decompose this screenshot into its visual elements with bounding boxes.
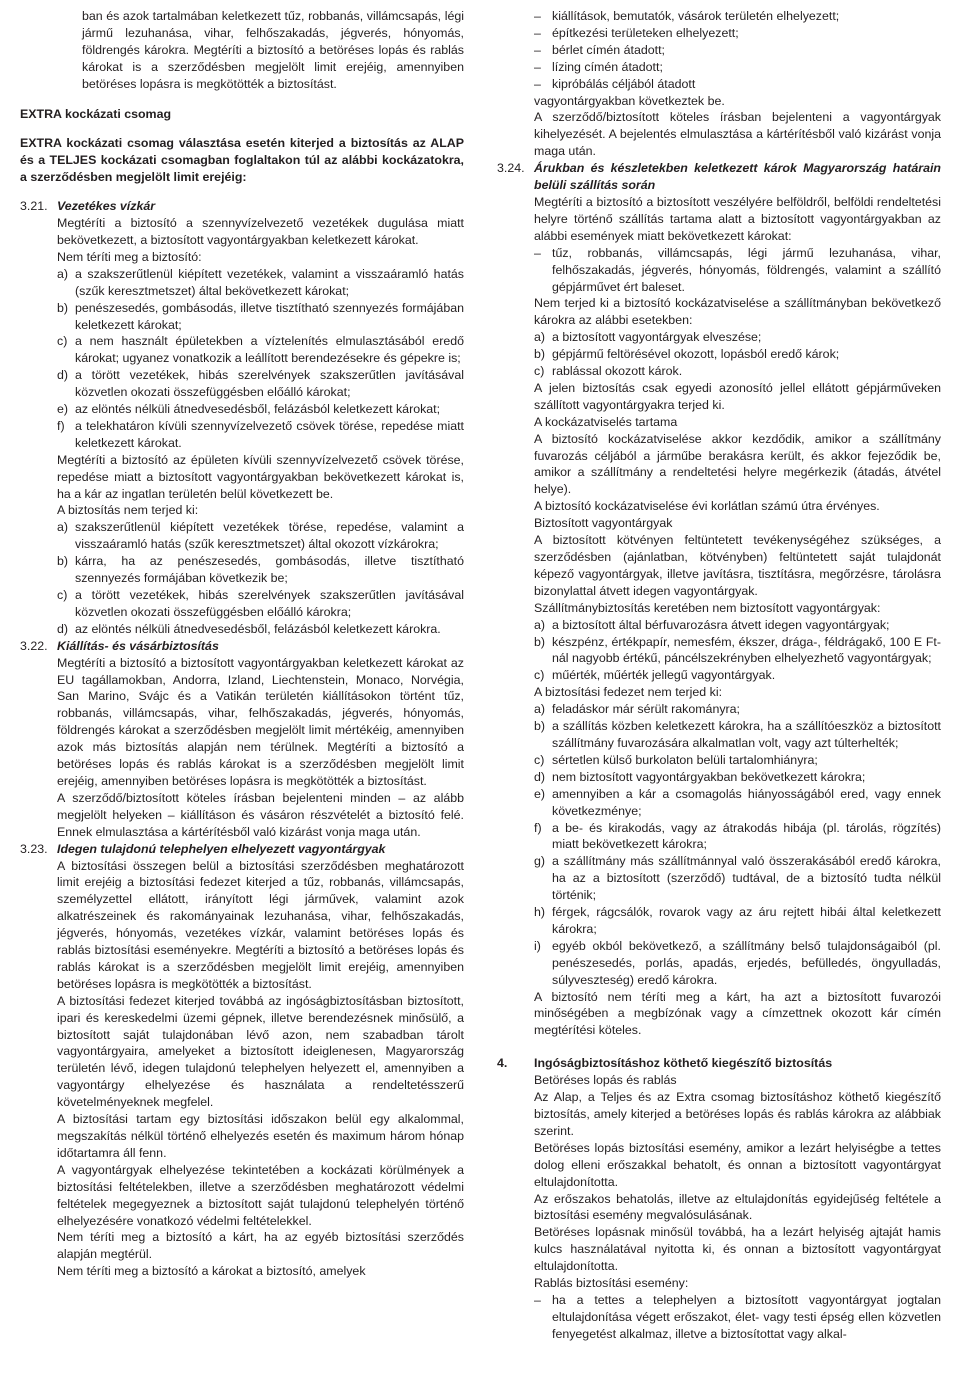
list-item: d) nem biztosított vagyontárgyakban bekövetkezett károkra; [534, 769, 866, 784]
list-item: a) szakszerűtlenül kiépített vezetékek törése, repedése, valamint a visszaáramló hatás (szűk keresztmetszet) által okozott vízkárokra; [57, 520, 464, 552]
list-item: f) a telekhatáron kívüli szennyvízelvezető csövek törése, repedése miatt keletkezett károkat. [57, 418, 464, 450]
section-3-24-body [497, 684, 941, 701]
list-item: a) a biztosított vagyontárgyak elveszése; [534, 330, 762, 345]
paragraph: A kockázatviselés tartama [534, 414, 678, 429]
section-title: Árukban és készletekben keletkezett károk Magyarország határain belüli szállítás során [534, 161, 941, 193]
list-item: c) műérték, műérték jellegű vagyontárgyak. [534, 668, 776, 683]
list-item: i) egyéb okból bekövetkező, a szállítmány belső tulajdonságaiból (pl. penészesedés, porlás, apadás, erjedés, befülledés, öngyulladás, súlyveszteség) eredő károkra. [534, 938, 941, 987]
paragraph: Az Alap, a Teljes és az Extra csomag biztosításhoz köthető kiegészítő biztosítás, amely kiterjed a betöréses lopás és rablás károkra az alábbiak szerint. [534, 1090, 941, 1138]
paragraph: A biztosítási fedezet nem terjed ki: [534, 685, 723, 700]
list-item: – építkezési területeken elhelyezett; [534, 25, 739, 40]
paragraph: Megtéríti a biztosító a biztosított veszélyére belföldről, belföldi rendeltetési helyre történő szállítás tartama alatt a biztosított vagyontárgyakban az alábbi események miatt bekövetkezett károkat: [534, 194, 941, 243]
paragraph: A szerződő/biztosított köteles írásban bejelenteni a vagyontárgyak kihelyezését. A bejelentés elmulasztása a kártérítésből való kizárást vonja maga után. [534, 110, 941, 159]
list-item: f) a be- és kirakodás, vagy az átrakodás hibája (pl. tárolás, rögzítés) miatt bekövetkezett károkra; [534, 820, 941, 852]
paragraph: Biztosított vagyontárgyak [534, 516, 673, 531]
intro-paragraph: EXTRA kockázati csomag választása esetén kiterjed a biztosítás az ALAP és a TELJES kockázati csomagban foglaltakon túl az alábbi kockázatokra, a szerződésben megjelölt limit erejéig: [20, 136, 464, 185]
list-item: h) férgek, rágcsálók, rovarok vagy az áru rejtett hibái által keletkezett károkra; [534, 905, 941, 936]
list-item: b) készpénz, értékpapír, nemesfém, ékszer, drága-, féldrágakő, 100 E Ft-nál nagyobb értékű, páncélszekrényben elhelyezhető vagyontárgyak; [534, 634, 941, 666]
right-column [497, 8, 941, 1343]
list-item: c) rablással okozott károk. [534, 364, 683, 379]
continuation-paragraph: ban és azok tartalmában keletkezett tűz, robbanás, villámcsapás, légi jármű lezuhanása, vihar, felhőszakadás, jégverés, hónyomás, földrengés károkra. Megtéríti a biztosító a betöréses lopás és rablás károkat is a szerződésben megjelölt limit erejéig, amennyiben betöréses lopásra is megkötötték a biztosítást. [82, 9, 464, 91]
section-heading: EXTRA kockázati csomag [20, 106, 172, 121]
list-item: b) a szállítás közben keletkezett károkra, ha a szállítóeszköz a biztosított szállítmány fuvarozására alkalmatlan volt, vagy azt túlterhelték; [534, 719, 941, 750]
list-item: a) a biztosított által bérfuvarozásra átvett idegen vagyontárgyak; [534, 617, 890, 632]
paragraph: A biztosítási tartam egy biztosítási időszakon belül egy alkalommal, megszakítás nélkül történő elhelyezés esetén és maximum három hónap időtartamra áll fenn. [57, 1112, 464, 1160]
list-item: – lízing címén átadott; [534, 59, 663, 74]
list-item: b) kárra, ha az penészesedés, gombásodás, illetve tisztítható szennyezés formájában következik be; [57, 554, 464, 586]
section-4 [497, 1055, 941, 1292]
section-3-24 [497, 160, 941, 245]
exclusion-list [497, 617, 941, 685]
paragraph: A biztosító kockázatviselése évi korlátlan számú útra érvényes. [534, 499, 880, 514]
paragraph: Betöréses lopás biztosítási esemény, amikor a lezárt helyiségbe a tettes dolog elleni erőszakkal behatolt, és onnan a biztosított vagyontárgyat eltulajdonította. [534, 1140, 941, 1189]
section-number: 3.22. [20, 638, 48, 653]
section-title: Vezetékes vízkár [57, 199, 156, 214]
paragraph: Szállítmánybiztosítás keretében nem biztosított vagyontárgyak: [534, 600, 881, 615]
list-item: g) a szállítmány más szállítmánnyal való összerakásából eredő károkra, ha az a biztosított (szerződő) tudtával, de a biztosító tudta nélkül történik; [534, 854, 941, 903]
exclusion-list [20, 519, 464, 637]
paragraph: A biztosítási fedezet kiterjed továbbá az ingóságbiztosításban biztosított, ipari és kereskedelmi üzemi gépnek, illetve berendezésnek minősülő, a biztosított saját tulajdonában lévő azon, nem szabadban tárolt vagyontárgyaira, amelyeket a biztosított ideiglenesen, Magyarország területén lévő, idegen tulajdonú telephelyen helyezett el, amennyiben a vagyontárgy elhelyezése és használata a rendeltetésszerű követelményeknek megfelel. [57, 993, 464, 1110]
section-number: 4. [497, 1056, 508, 1071]
list-item: – ha a tettes a telephelyen a biztosított vagyontárgyat jogtalan eltulajdonítása végett erőszakot, élet- vagy testi épség ellen közvetlen fenyegetést alkalmaz, illetve a biztosítottat vagy alkal- [534, 1292, 941, 1341]
section-number: 3.21. [20, 199, 48, 214]
paragraph: Megtéríti a biztosító a szennyvízelvezető vezetékek dugulása miatt bekövetkezett, a biztosított vagyontárgyakban keletkezett károkat. [57, 216, 464, 247]
dash-list [497, 245, 941, 296]
exclusion-list [497, 329, 941, 380]
list-item: a) a szakszerűtlenül kiépített vezetékek, valamint a visszaáramló hatás (szűk keresztmetszet) által bekövetkezett károkat; [57, 266, 464, 298]
paragraph: A biztosító kockázatviselése akkor kezdődik, amikor a szállítmány fuvarozás céljából a járműbe berakásra került, és akkor fejeződik be, amikor a szállítmány a rendeltetési helyre megérkezik (átadás, átvétel helye). [534, 431, 941, 497]
paragraph: Megtéríti a biztosító az épületen kívüli szennyvízelvezető csövek törése, repedése miatt a biztosított vagyontárgyakban bekövetkezett károkat is, ha a kár az ingatlan területén belül következett be. [57, 452, 464, 501]
paragraph: Nem téríti meg a biztosító a károkat a biztosító, amelyek [57, 1264, 366, 1279]
dash-list [497, 1292, 941, 1343]
paragraph: Nem terjed ki a biztosító kockázatviselése a szállítmányban bekövetkező károkra az alábbi esetekben: [534, 296, 941, 328]
paragraph: Rablás biztosítási esemény: [534, 1276, 689, 1291]
list-item: a) feladáskor már sérült rakományra; [534, 702, 740, 717]
list-item: e) amennyiben a kár a csomagolás hiányosságából ered, vagy ennek következménye; [534, 786, 941, 818]
section-number: 3.23. [20, 841, 48, 856]
paragraph: A biztosító nem téríti meg a kárt, ha azt a biztosított fuvarozói minőségében a megbízónak vagy a címzettnek okozott kár címén megtérítési köteles. [534, 989, 941, 1038]
section-title: Kiállítás- és vásárbiztosítás [57, 638, 219, 653]
list-item: – bérlet címén átadott; [534, 42, 665, 57]
section-3-23-cont [497, 93, 941, 161]
paragraph: Az erőszakos behatolás, illetve az eltulajdonítás egyidejűség feltétele a biztosítási esemény megvalósulásának. [534, 1191, 941, 1223]
section-3-24-body [497, 989, 941, 1040]
list-item: – kiállítások, bemutatók, vásárok területén elhelyezett; [534, 9, 840, 23]
paragraph: A biztosítási összegen belül a biztosítási szerződésben meghatározott limit erejéig a biztosítási fedezet kiterjed a tűz, robbanás, villámcsapás, személyzettel ellátott, irányított légi járművek, valamint azok alkatrészeinek és rakományainak lezuhanása, vihar, felhőszakadás, jégverés, hónyomás, vezetékes vízkár, valamint betöréses lopás és rablás biztosítási eseményekre. Megtéríti a biztosító a betöréses lopás és rablás károkat is a szerződésben megjelölt limit erejéig, amennyiben betöréses lopásra is megkötötték a biztosítást. [57, 858, 464, 991]
paragraph: Megtéríti a biztosító a biztosított vagyontárgyakban keletkezett károkat az EU tagállamokban, Andorra, Izland, Liechtenstein, Monaco, Norvégia, San Marino, Svájc és a Vatikán területén kiállításokon történt tűz, robbanás, villámcsapás, vihar, felhőszakadás, jégverés, hónyomás, földrengés károkat a szerződésben megjelölt limit mértékéig, amennyiben azok más biztosítás alapján nem térülnek. Megtéríti a biztosító a betöréses lopás és rablás károkat is a szerződésben megjelölt limit erejéig, amennyiben betöréses lopásra is megkötötték a biztosítást. [57, 655, 464, 788]
list-item: c) a törött vezetékek, hibás szerelvények szakszerűtlen javításával közvetlen okozati összefüggésben előálló károkra; [57, 588, 464, 619]
list-item: – tűz, robbanás, villámcsapás, légi jármű lezuhanása, vihar, felhőszakadás, jégverés, hónyomás, földrengés, valamint a szállító gépjárművet ért baleset. [534, 245, 941, 294]
paragraph: Nem téríti meg a biztosító a kárt, ha az egyéb biztosítási szerződés alapján megtérül. [57, 1230, 464, 1262]
section-3-24-body [497, 295, 941, 329]
section-title: Ingóságbiztosításhoz köthető kiegészítő biztosítás [534, 1056, 833, 1071]
list-item: e) az elöntés nélküli átnedvesedésből, felázásból keletkezett károkat; [57, 402, 441, 417]
section-3-22 [20, 638, 464, 841]
list-item: d) az elöntés nélküli átnedvesedésből, felázásból keletkezett károkra. [57, 621, 441, 636]
section-3-23 [20, 841, 464, 1281]
exclusion-list [497, 701, 941, 988]
list-item: d) a törött vezetékek, hibás szerelvények szakszerűtlen javításával közvetlen okozati összefüggésben előálló károkat; [57, 368, 464, 400]
dash-list [497, 8, 941, 93]
paragraph: Betöréses lopás és rablás [534, 1073, 677, 1088]
list-item: c) sértetlen külső burkolaton belüli tartalomhiányra; [534, 752, 818, 767]
list-item: b) gépjármű feltörésével okozott, lopásból eredő károk; [534, 347, 840, 362]
list-item: – kipróbálás céljából átadott [534, 76, 696, 91]
section-3-21-cont [20, 452, 464, 520]
section-3-24-body [497, 380, 941, 617]
paragraph: A jelen biztosítás csak egyedi azonosító jellel ellátott gépjárműveken szállított vagyontárgyakra terjed ki. [534, 380, 941, 412]
list-item: c) a nem használt épületekben a víztelenítés elmulasztásából eredő károkat; ugyanez vonatkozik a leállított berendezésekre és gépekre is; [57, 334, 464, 366]
left-column [20, 8, 464, 1280]
list-item: b) penészesedés, gombásodás, illetve tisztítható szennyezés formájában keletkezett károkat; [57, 300, 464, 332]
section-3-21 [20, 198, 464, 266]
paragraph: Nem téríti meg a biztosító: [57, 249, 202, 264]
paragraph: Betöréses lopásnak minősül továbbá, ha a lezárt helyiség ajtaját hamis kulcs használatával nyitotta ki, és onnan a biztosított vagyontárgyat eltulajdonította. [534, 1225, 941, 1274]
paragraph: vagyontárgyakban következtek be. [534, 93, 725, 108]
paragraph: A vagyontárgyak elhelyezése tekintetében a kockázati körülmények a biztosítási feltételekben, illetve a szerződésben meghatározott védelmi feltételek megegyeznek a biztosított saját tulajdonú telephelyén történő elhelyezésére vonatkozó védelmi feltételekkel. [57, 1162, 464, 1228]
paragraph: A biztosítás nem terjed ki: [57, 503, 199, 518]
section-number: 3.24. [497, 161, 525, 176]
paragraph: A szerződő/biztosított köteles írásban bejelenteni minden – az alább megjelölt helyeken – kiállításon és vásáron részvételét a biztosító felé. Ennek elmulasztása a kártérítésből való kizárást vonja maga után. [57, 790, 464, 839]
section-title: Idegen tulajdonú telephelyen elhelyezett vagyontárgyak [57, 841, 386, 856]
exclusion-list [20, 266, 464, 452]
paragraph: A biztosított kötvényen feltüntetett tevékenységéhez szükséges, a szerződésben (ajánlatban, kötvényben) feltüntetett saját tulajdonát képező vagyontárgyak, illetve javításra, tisztításra, megőrzésre, tárolásra bizonylattal átvett idegen vagyontárgyak. [534, 533, 941, 598]
